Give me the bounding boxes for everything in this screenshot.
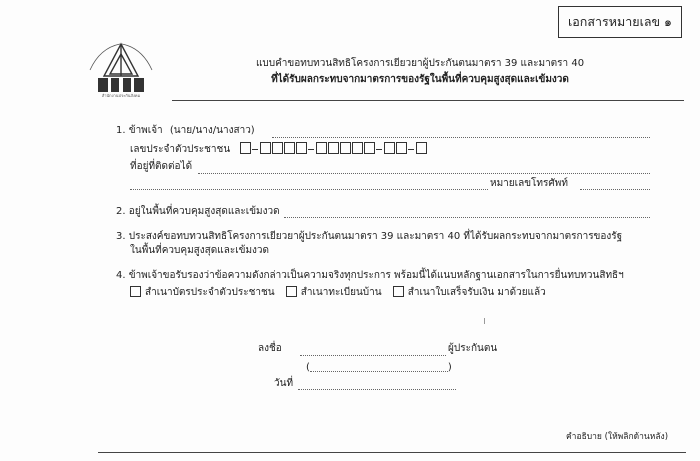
item1-prefix: (นาย/นาง/นางสาว) [169, 125, 255, 136]
title-line-2: ที่ได้รับผลกระทบจากมาตรการของรัฐในพื้นที่ควบคุมสูงสุดและเข้มงวด [271, 74, 569, 85]
item2-number: 2. [116, 206, 126, 217]
address-row [130, 160, 192, 174]
house-registration-label: สำเนาทะเบียนบ้าน [300, 287, 382, 298]
form-title [160, 56, 680, 88]
item1-row [116, 124, 255, 138]
sign-role: ผู้ประกันตน [448, 343, 498, 354]
date-label: วันที่ [274, 378, 294, 389]
phone-row [490, 177, 568, 191]
id-card-copy-label: สำเนาบัตรประจำตัวประชาชน [145, 287, 275, 298]
area-field[interactable] [284, 208, 650, 218]
item3-number: 3. [116, 231, 126, 242]
printed-name-field[interactable] [310, 362, 448, 372]
item1-number: 1. [116, 125, 126, 136]
receipt-copy-label: สำเนาใบเสร็จรับเงิน มาด้วยแล้ว [407, 287, 546, 298]
item3-row-2 [130, 244, 269, 258]
item3-line1: ประสงค์ขอทบทวนสิทธิโครงการเยียวยาผู้ประกันตนมาตรา 39 และมาตรา 40 ที่ได้รับผลกระทบจากมาตรการของรัฐ [128, 231, 623, 242]
id-row [130, 142, 427, 157]
address-label: ที่อยู่ที่ติดต่อได้ [130, 161, 193, 172]
signature-field[interactable] [300, 346, 446, 356]
title-line-1: แบบคำขอทบทวนสิทธิโครงการเยียวยาผู้ประกันตนมาตรา 39 และมาตรา 40 [255, 58, 585, 69]
phone-label: หมายเลขโทรศัพท์ [490, 178, 568, 189]
sign-label: ลงชื่อ [258, 343, 282, 354]
item4-number: 4. [116, 270, 126, 281]
scan-mark [484, 318, 485, 324]
header-divider [172, 100, 684, 101]
item2-row [116, 205, 280, 219]
item3-row [116, 230, 622, 244]
receipt-copy-checkbox[interactable] [393, 286, 404, 297]
id-label: เลขประจำตัวประชาชน [130, 144, 231, 155]
item1-label: ข้าพเจ้า [128, 125, 163, 136]
address-field[interactable] [198, 164, 650, 174]
attachments-row [130, 286, 546, 300]
document-number-box [558, 6, 682, 38]
footnote: คำอธิบาย (ให้พลิกด้านหลัง) [566, 432, 669, 442]
item4-text: ข้าพเจ้าขอรับรองว่าข้อความดังกล่าวเป็นความจริงทุกประการ พร้อมนี้ได้แนบหลักฐานเอกสารในการยื่นทบทวนสิทธิฯ [128, 270, 624, 281]
id-card-copy-checkbox[interactable] [130, 286, 141, 297]
name-paren-row: ( ) [306, 362, 452, 373]
item4-row [116, 269, 624, 283]
sso-logo-icon [80, 40, 162, 98]
footer-divider [98, 452, 686, 453]
id-number-boxes[interactable] [239, 144, 427, 155]
logo-caption: สำนักงานประกันสังคม [101, 93, 141, 98]
house-registration-checkbox[interactable] [286, 286, 297, 297]
phone-field[interactable] [580, 180, 650, 190]
item3-line2: ในพื้นที่ควบคุมสูงสุดและเข้มงวด [130, 245, 270, 256]
date-field[interactable] [298, 380, 456, 390]
document-number: เอกสารหมายเลข ๑ [568, 14, 672, 29]
name-field[interactable] [272, 128, 650, 138]
item2-text: อยู่ในพื้นที่ควบคุมสูงสุดและเข้มงวด [128, 206, 280, 217]
address-field-2[interactable] [130, 180, 488, 190]
